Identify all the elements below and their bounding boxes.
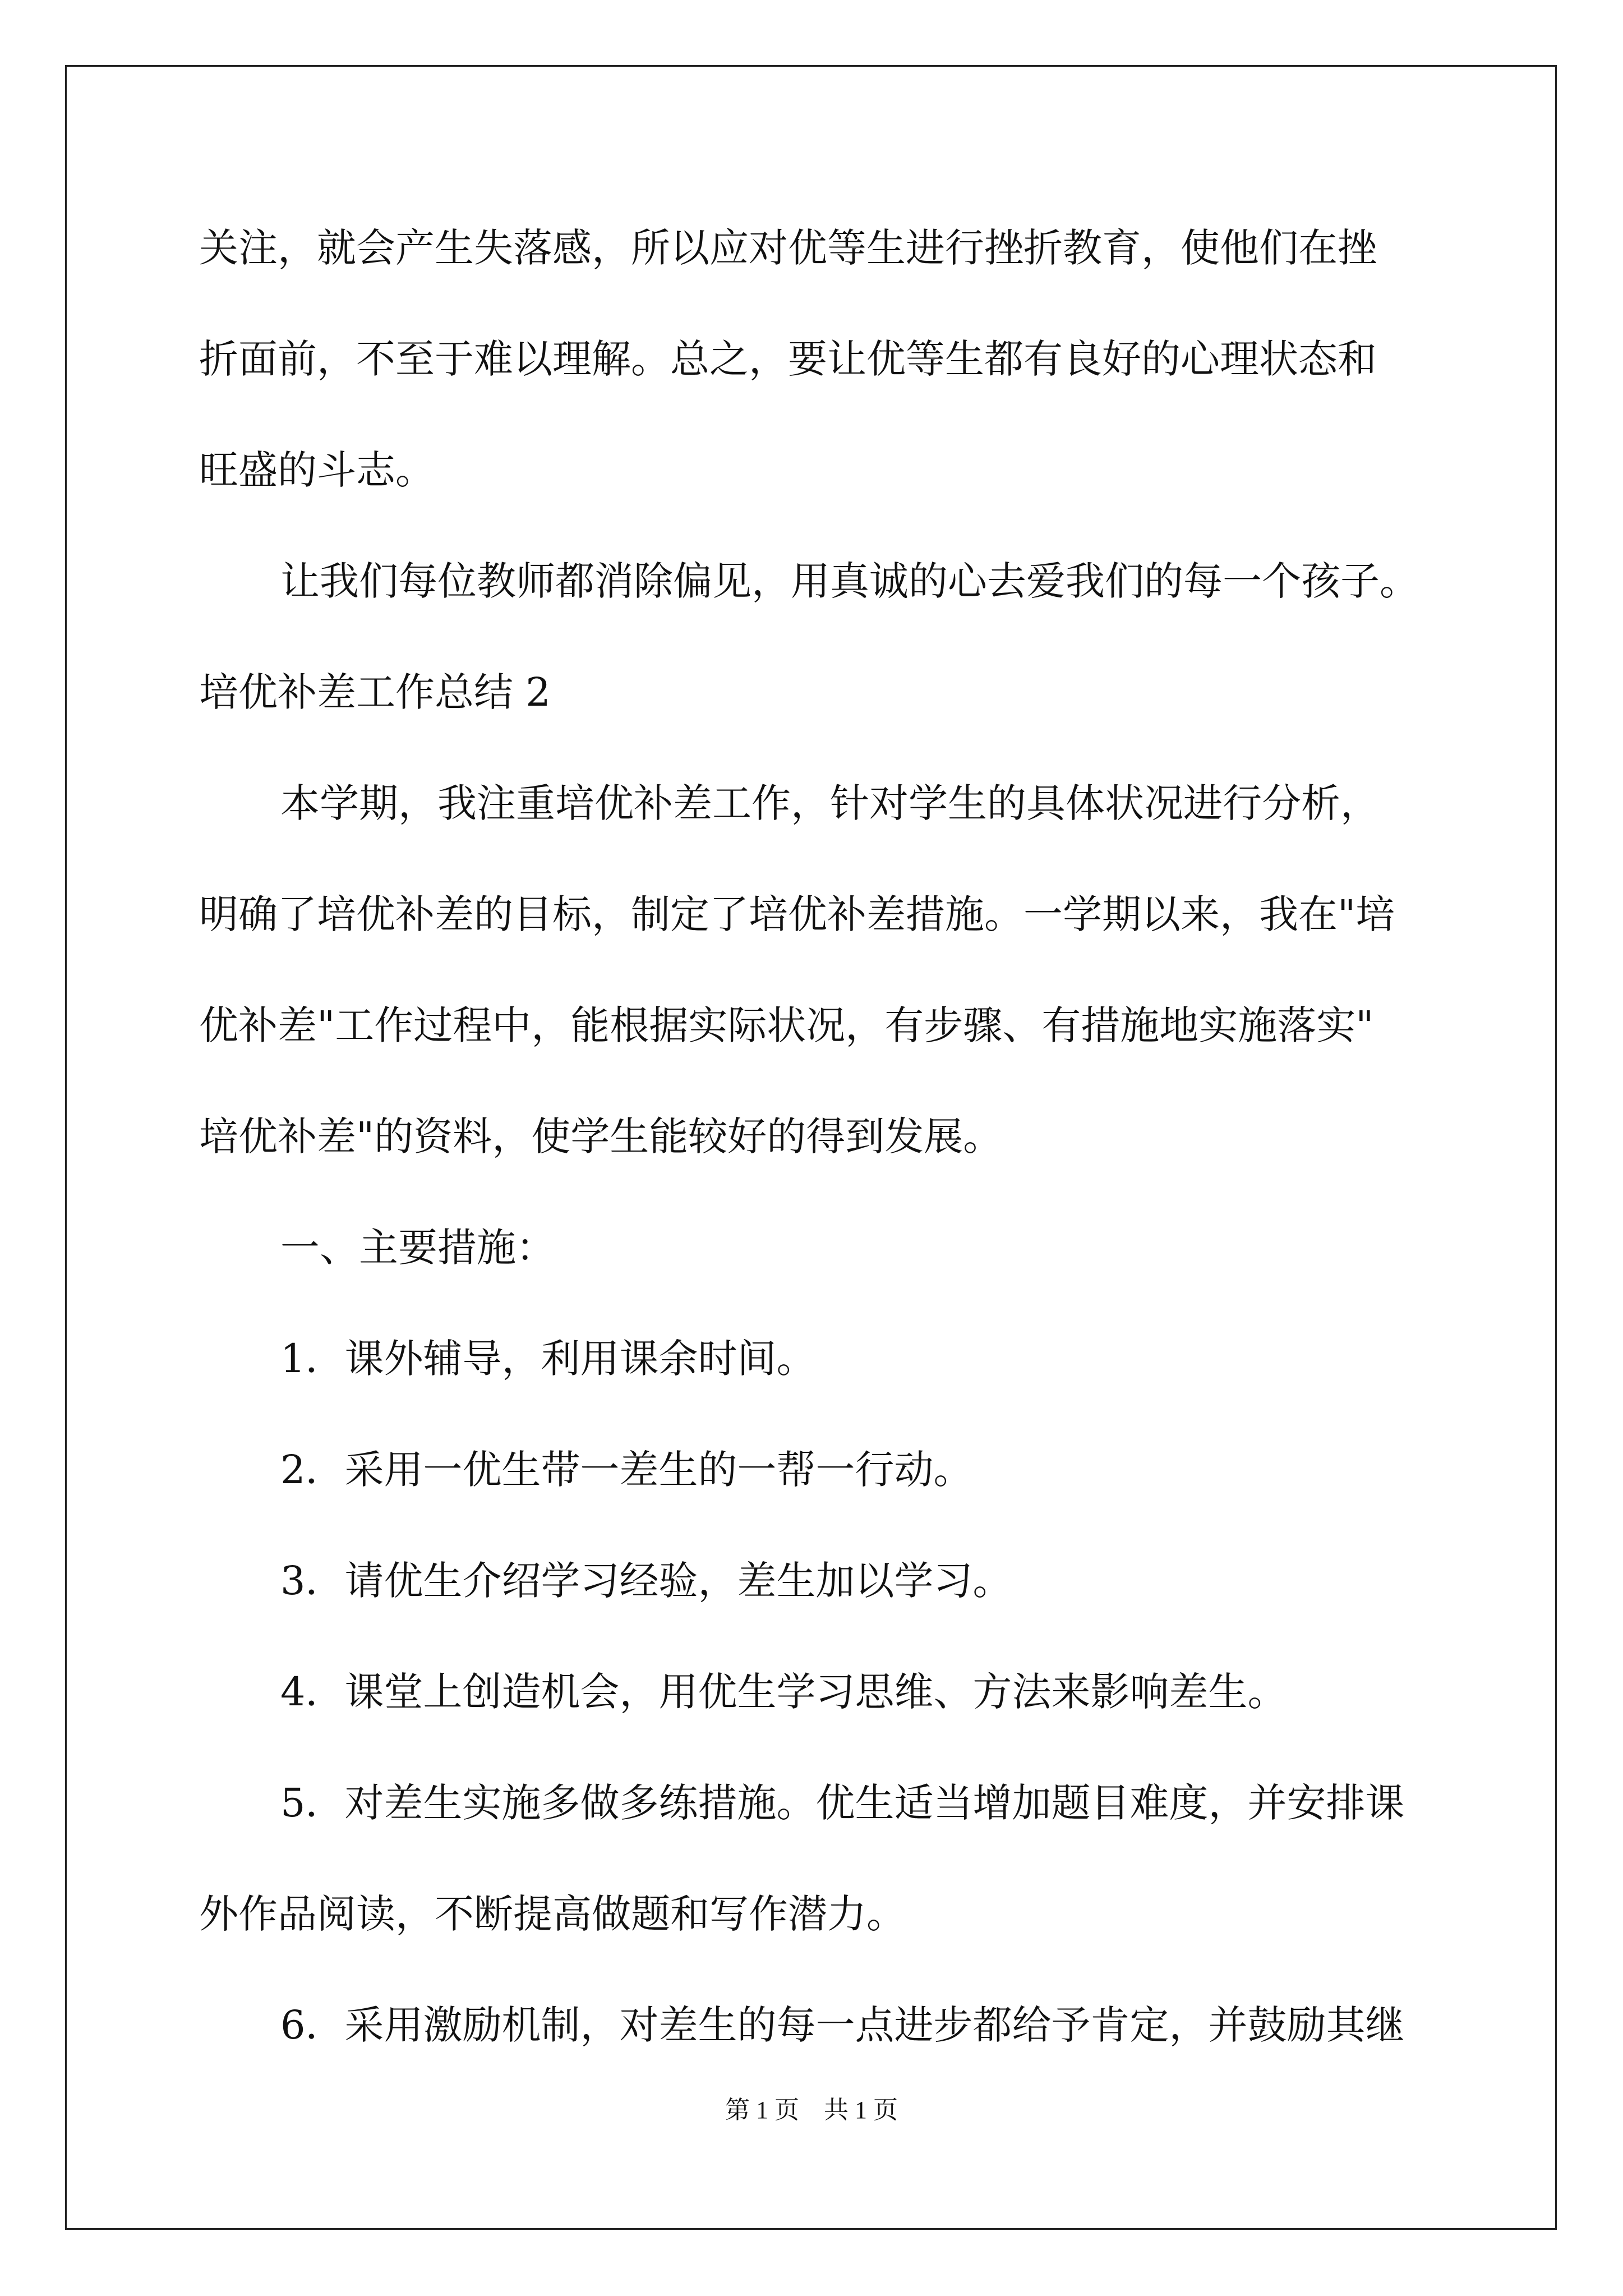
- text-line: 培优补差"的资料，使学生能较好的得到发展。: [199, 1114, 1003, 1159]
- list-item: 1．课外辅导，利用课余时间。: [280, 1336, 816, 1382]
- list-item: 2．采用一优生带一差生的一帮一行动。: [280, 1447, 973, 1493]
- list-item: 5．对差生实施多做多练措施。优生适当增加题目难度，并安排课: [280, 1780, 1405, 1826]
- subheading: 一、主要措施：: [280, 1225, 555, 1271]
- list-item: 4．课堂上创造机会，用优生学习思维、方法来影响差生。: [280, 1669, 1287, 1715]
- text-line: 旺盛的斗志。: [199, 447, 435, 493]
- text-line: 本学期，我注重培优补差工作，针对学生的具体状况进行分析，: [280, 780, 1380, 826]
- text-line: 外作品阅读，不断提高做题和写作潜力。: [199, 1891, 906, 1937]
- text-line: 关注，就会产生失落感，所以应对优等生进行挫折教育，使他们在挫: [199, 225, 1377, 271]
- list-item: 3．请优生介绍学习经验，差生加以学习。: [280, 1558, 1012, 1604]
- text-line: 折面前，不至于难以理解。总之，要让优等生都有良好的心理状态和: [199, 336, 1377, 382]
- page-footer: 第 1 页 共 1 页: [725, 2096, 898, 2124]
- section-heading: 培优补差工作总结 2: [199, 669, 551, 715]
- text-line: 让我们每位教师都消除偏见，用真诚的心去爱我们的每一个孩子。: [280, 558, 1419, 604]
- list-item: 6．采用激励机制，对差生的每一点进步都给予肯定，并鼓励其继: [280, 2002, 1405, 2048]
- text-line: 明确了培优补差的目标，制定了培优补差措施。一学期以来，我在"培: [199, 891, 1395, 937]
- text-line: 优补差"工作过程中，能根据实际状况，有步骤、有措施地实施落实": [199, 1002, 1374, 1048]
